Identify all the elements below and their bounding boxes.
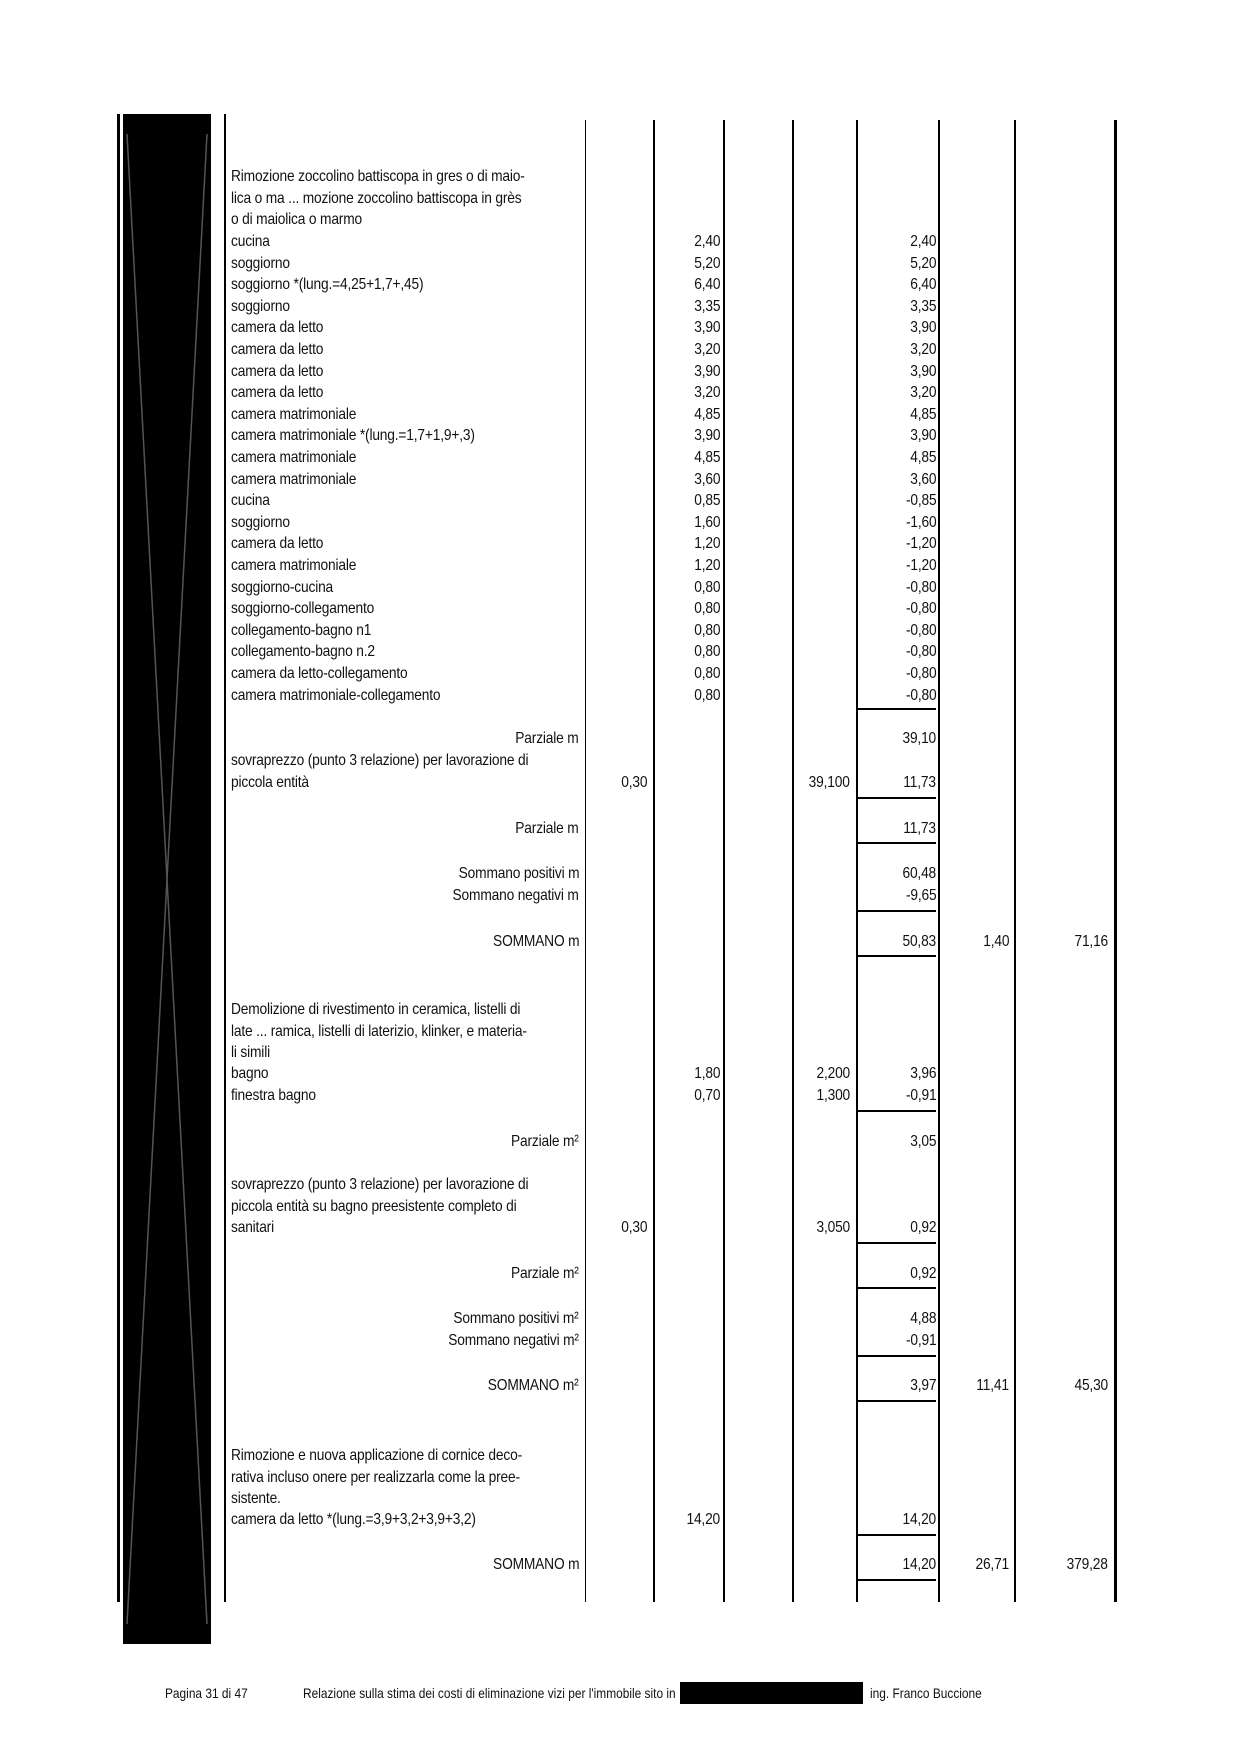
measurement-qty: 3,96	[909, 1065, 936, 1082]
surcharge-description: piccola entità su bagno preesistente completo di	[231, 1198, 517, 1215]
measurement-qty: 3,90	[909, 319, 936, 336]
negative-sum-value: -0,91	[905, 1332, 936, 1349]
measurement-length: 0,80	[693, 665, 720, 682]
measurement-qty: -1,20	[905, 557, 936, 574]
item-description: o di maiolica o marmo	[231, 211, 362, 228]
partial-value: 0,92	[909, 1265, 936, 1282]
item-description: late ... ramica, listelli di laterizio, klinker, e materia-	[231, 1023, 527, 1040]
measurement-label: camera da letto-collegamento	[231, 665, 408, 682]
measurement-qty: -0,80	[905, 622, 936, 639]
item-description: Demolizione di rivestimento in ceramica, listelli di	[231, 1001, 521, 1018]
total-label: SOMMANO m²	[488, 1377, 579, 1394]
measurement-label: collegamento-bagno n.2	[231, 643, 375, 660]
partial-value: 39,10	[902, 730, 936, 747]
measurement-label: soggiorno-cucina	[231, 579, 334, 596]
measurement-qty: -0,80	[905, 579, 936, 596]
measurement-label: camera matrimoniale	[231, 406, 357, 423]
footer-author: ing. Franco Buccione	[870, 1685, 982, 1701]
measurement-label: camera da letto	[231, 535, 324, 552]
surcharge-description: sanitari	[231, 1219, 274, 1236]
item-description: rativa incluso onere per realizzarla come la pree-	[231, 1469, 520, 1486]
measurement-length: 3,20	[693, 384, 720, 401]
measurement-qty: -0,80	[905, 687, 936, 704]
measurement-label: soggiorno-collegamento	[231, 600, 375, 617]
column-rule	[585, 120, 586, 1602]
measurement-qty: 3,35	[909, 298, 936, 315]
measurement-label: camera da letto	[231, 384, 324, 401]
column-rule	[856, 120, 858, 1602]
surcharge-description: sovraprezzo (punto 3 relazione) per lavorazione di	[231, 1176, 529, 1193]
positive-sum-value: 60,48	[902, 865, 936, 882]
measurement-qty: 3,20	[909, 384, 936, 401]
measurement-label: soggiorno *(lung.=4,25+1,7+,45)	[231, 276, 424, 293]
measurement-label: cucina	[231, 233, 270, 250]
surcharge-hpeso: 3,050	[816, 1219, 850, 1236]
subtotal-rule	[858, 1242, 936, 1244]
measurement-qty: 3,20	[909, 341, 936, 358]
measurement-label: soggiorno	[231, 255, 290, 272]
measurement-label: camera matrimoniale	[231, 471, 357, 488]
right-border	[1114, 120, 1117, 1602]
measurement-label: cucina	[231, 492, 270, 509]
unit-price: 11,41	[976, 1377, 1009, 1394]
surcharge-description: piccola entità	[231, 774, 309, 791]
measurement-qty: -0,80	[905, 643, 936, 660]
total-label: SOMMANO m	[492, 933, 579, 950]
item-description: li simili	[231, 1044, 270, 1061]
measurement-label: camera da letto	[231, 319, 324, 336]
measurement-length: 3,20	[693, 341, 720, 358]
item-description: Rimozione zoccolino battiscopa in gres o di maio-	[231, 168, 525, 185]
measurement-label: camera da letto	[231, 341, 324, 358]
total-rule	[858, 1579, 936, 1581]
measurement-length: 0,70	[693, 1087, 720, 1104]
negative-sum-value: -9,65	[905, 887, 936, 904]
column-rule	[792, 120, 794, 1602]
cross-pattern	[123, 114, 211, 1644]
surcharge-par-ug: 0,30	[620, 774, 647, 791]
partial-label: Parziale m	[515, 820, 579, 837]
measurement-length: 14,20	[686, 1511, 720, 1528]
column-rule	[653, 120, 655, 1602]
measurement-qty: 2,40	[909, 233, 936, 250]
measurement-length: 3,90	[693, 319, 720, 336]
subtotal-rule	[858, 910, 936, 912]
item-description: Rimozione e nuova applicazione di cornice deco-	[231, 1447, 522, 1464]
measurement-height: 1,300	[816, 1087, 850, 1104]
column-rule	[723, 120, 725, 1602]
total-qty: 50,83	[902, 933, 936, 950]
measurement-length: 5,20	[693, 255, 720, 272]
measurement-qty: 3,90	[909, 363, 936, 380]
measurement-length: 0,80	[693, 643, 720, 660]
measurement-label: camera matrimoniale	[231, 449, 357, 466]
measurement-length: 3,90	[693, 427, 720, 444]
total-label: SOMMANO m	[492, 1556, 579, 1573]
line-total: 379,28	[1066, 1556, 1108, 1573]
measurement-height: 2,200	[816, 1065, 850, 1082]
column-rule	[938, 120, 940, 1602]
partial-label: Parziale m	[515, 730, 579, 747]
subtotal-rule	[858, 1355, 936, 1357]
measurement-qty: 14,20	[902, 1511, 936, 1528]
measurement-length: 0,85	[693, 492, 720, 509]
measurement-label: camera matrimoniale *(lung.=1,7+1,9+,3)	[231, 427, 475, 444]
measurement-qty: -0,80	[905, 665, 936, 682]
total-rule	[858, 955, 936, 957]
redacted-column	[123, 114, 211, 1644]
measurement-length: 0,80	[693, 579, 720, 596]
footer-title: Relazione sulla stima dei costi di eliminazione vizi per l'immobile sito in	[303, 1685, 676, 1701]
subtotal-rule	[858, 842, 936, 844]
measurement-qty: 5,20	[909, 255, 936, 272]
measurement-qty: -0,85	[905, 492, 936, 509]
measurement-qty: 6,40	[909, 276, 936, 293]
surcharge-par-ug: 0,30	[620, 1219, 647, 1236]
measurement-label: camera matrimoniale	[231, 557, 357, 574]
total-qty: 3,97	[909, 1377, 936, 1394]
measurement-label: camera da letto *(lung.=3,9+3,2+3,9+3,2)	[231, 1511, 476, 1528]
line-total: 71,16	[1074, 933, 1108, 950]
measurement-length: 3,60	[693, 471, 720, 488]
measurement-length: 1,80	[693, 1065, 720, 1082]
measurement-qty: 4,85	[909, 406, 936, 423]
subtotal-rule	[858, 797, 936, 799]
measurement-length: 0,80	[693, 687, 720, 704]
measurement-label: bagno	[231, 1065, 269, 1082]
negative-sum-label: Sommano negativi m	[452, 887, 579, 904]
partial-value: 3,05	[909, 1133, 936, 1150]
measurement-label: finestra bagno	[231, 1087, 316, 1104]
measurement-qty: -1,60	[905, 514, 936, 531]
measurement-label: soggiorno	[231, 298, 290, 315]
unit-price: 26,71	[975, 1556, 1009, 1573]
measurement-qty: 4,85	[909, 449, 936, 466]
positive-sum-value: 4,88	[909, 1310, 936, 1327]
unit-price: 1,40	[982, 933, 1009, 950]
surcharge-description: sovraprezzo (punto 3 relazione) per lavorazione di	[231, 752, 529, 769]
measurement-qty: 3,90	[909, 427, 936, 444]
partial-label: Parziale m²	[511, 1265, 579, 1282]
subtotal-rule	[858, 1534, 936, 1536]
measurement-length: 3,35	[693, 298, 720, 315]
item-description: sistente.	[231, 1490, 281, 1507]
line-total: 45,30	[1074, 1377, 1108, 1394]
measurement-qty: -1,20	[905, 535, 936, 552]
page-number: Pagina 31 di 47	[165, 1685, 248, 1701]
measurement-label: camera da letto	[231, 363, 324, 380]
item-description: lica o ma ... mozione zoccolino battiscopa in grès	[231, 190, 522, 207]
measurement-length: 6,40	[693, 276, 720, 293]
measurement-qty: 3,60	[909, 471, 936, 488]
surcharge-qty: 0,92	[909, 1219, 936, 1236]
partial-value: 11,73	[903, 820, 936, 837]
total-qty: 14,20	[902, 1556, 936, 1573]
column-rule	[224, 114, 226, 1602]
measurement-length: 3,90	[693, 363, 720, 380]
total-rule	[858, 1400, 936, 1402]
subtotal-rule	[858, 1110, 936, 1112]
measurement-length: 4,85	[693, 449, 720, 466]
positive-sum-label: Sommano positivi m²	[453, 1310, 579, 1327]
positive-sum-label: Sommano positivi m	[458, 865, 579, 882]
negative-sum-label: Sommano negativi m²	[448, 1332, 579, 1349]
measurement-length: 0,80	[693, 600, 720, 617]
measurement-label: soggiorno	[231, 514, 290, 531]
surcharge-qty: 11,73	[903, 774, 936, 791]
measurement-qty: -0,91	[905, 1087, 936, 1104]
partial-label: Parziale m²	[511, 1133, 579, 1150]
measurement-label: camera matrimoniale-collegamento	[231, 687, 441, 704]
left-border	[117, 114, 120, 1602]
measurement-length: 1,20	[693, 557, 720, 574]
measurement-length: 0,80	[693, 622, 720, 639]
measurement-length: 1,60	[693, 514, 720, 531]
measurement-length: 2,40	[693, 233, 720, 250]
redacted-address	[680, 1682, 863, 1704]
measurement-qty: -0,80	[905, 600, 936, 617]
column-rule	[1014, 120, 1016, 1602]
subtotal-rule	[858, 708, 936, 710]
measurement-label: collegamento-bagno n1	[231, 622, 372, 639]
subtotal-rule	[858, 1287, 936, 1289]
measurement-length: 4,85	[693, 406, 720, 423]
surcharge-hpeso: 39,100	[808, 774, 850, 791]
measurement-length: 1,20	[693, 535, 720, 552]
